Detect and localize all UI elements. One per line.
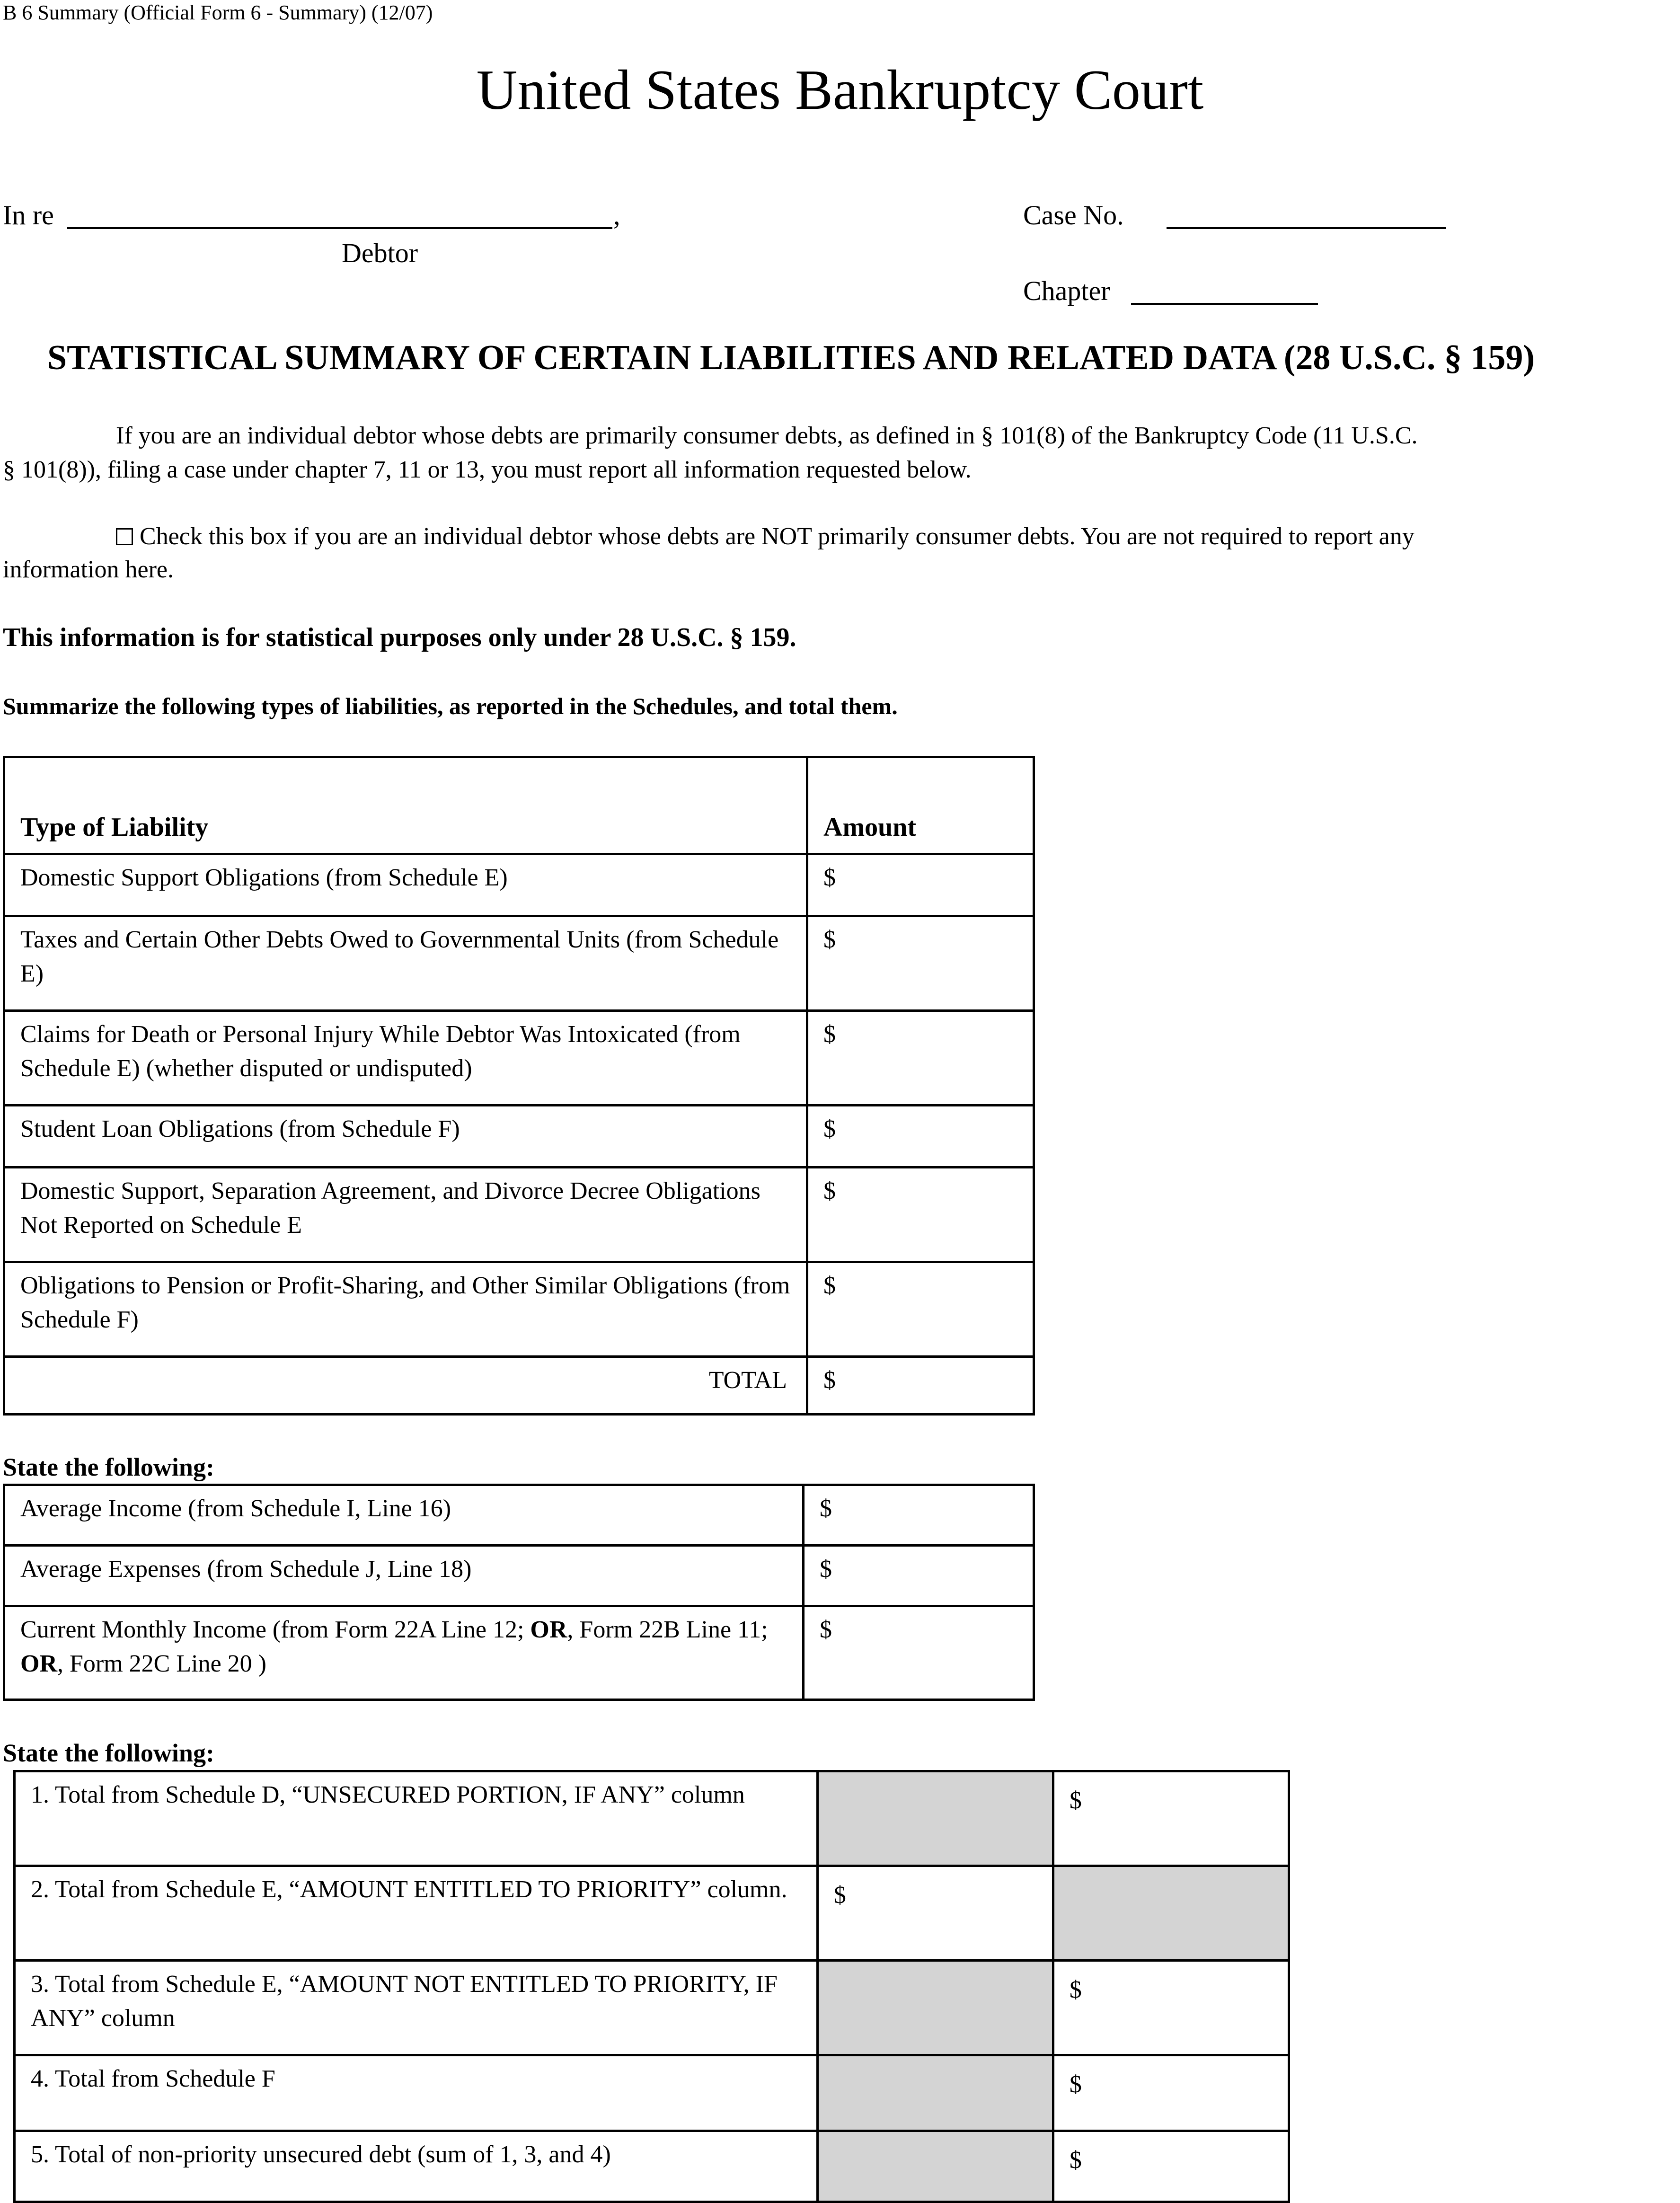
state-following-heading-1: State the following: — [3, 1453, 214, 1481]
liability-label: Claims for Death or Personal Injury While Debtor Was Intoxicated (from Schedule E) (whether disputed or undisputed) — [4, 1011, 807, 1106]
liability-label: Taxes and Certain Other Debts Owed to Governmental Units (from Schedule E) — [4, 916, 807, 1011]
court-title: United States Bankruptcy Court — [476, 58, 1204, 121]
check-line-1 — [116, 520, 1415, 554]
shaded-cell — [1053, 1866, 1289, 1961]
cmi-text-2: , Form 22B Line 11; — [567, 1616, 768, 1643]
income-table — [3, 1484, 1035, 1701]
table-row — [4, 1262, 1034, 1357]
schedule-row-amount[interactable]: $ — [1053, 1961, 1289, 2055]
statistical-summary-heading: STATISTICAL SUMMARY OF CERTAIN LIABILITIES AND RELATED DATA (28 U.S.C. § 159) — [47, 338, 1535, 377]
chapter-label: Chapter — [1023, 275, 1110, 306]
statistical-note: This information is for statistical purposes only under 28 U.S.C. § 159. — [3, 623, 796, 652]
schedule-row-label: 3. Total from Schedule E, “AMOUNT NOT ENTITLED TO PRIORITY, IF ANY” column — [15, 1961, 818, 2055]
table-row — [4, 1546, 1034, 1606]
expenses-amount[interactable]: $ — [804, 1546, 1034, 1606]
case-no-label: Case No. — [1023, 200, 1124, 230]
schedule-row-amount[interactable]: $ — [1053, 2131, 1289, 2202]
shaded-cell — [817, 2131, 1053, 2202]
shaded-cell — [817, 1771, 1053, 1866]
liability-label: Domestic Support Obligations (from Schedule E) — [4, 854, 807, 916]
schedule-totals-table — [13, 1770, 1290, 2203]
check-line-1-text: Check this box if you are an individual debtor whose debts are NOT primarily consumer debts. You are not required to report any — [140, 523, 1415, 550]
table-row — [15, 1866, 1289, 1961]
table-row — [4, 916, 1034, 1011]
liabilities-header-row — [4, 757, 1034, 854]
table-row — [4, 1106, 1034, 1168]
income-label: Average Income (from Schedule I, Line 16) — [4, 1485, 804, 1546]
current-monthly-income-amount[interactable]: $ — [804, 1606, 1034, 1700]
debtor-name-field[interactable] — [67, 227, 612, 229]
table-row — [4, 1168, 1034, 1262]
total-label: TOTAL — [4, 1357, 807, 1415]
liability-amount[interactable]: $ — [807, 1011, 1034, 1106]
intro-line-2: § 101(8)), filing a case under chapter 7, 11 or 13, you must report all information requested below. — [3, 456, 972, 483]
table-row — [4, 1606, 1034, 1700]
schedule-row-label: 2. Total from Schedule E, “AMOUNT ENTITLED TO PRIORITY” column. — [15, 1866, 818, 1961]
table-row — [15, 2055, 1289, 2131]
liability-amount[interactable]: $ — [807, 916, 1034, 1011]
type-of-liability-header: Type of Liability — [4, 757, 807, 854]
form-id: B 6 Summary (Official Form 6 - Summary) (12/07) — [3, 1, 433, 24]
check-line-2: information here. — [3, 556, 174, 583]
liability-amount[interactable]: $ — [807, 1106, 1034, 1168]
amount-header: Amount — [807, 757, 1034, 854]
table-row — [4, 1011, 1034, 1106]
debtor-label: Debtor — [342, 238, 418, 268]
liability-amount[interactable]: $ — [807, 1168, 1034, 1262]
table-row — [4, 1485, 1034, 1546]
table-row — [15, 1771, 1289, 1866]
income-amount[interactable]: $ — [804, 1485, 1034, 1546]
liability-label: Student Loan Obligations (from Schedule F) — [4, 1106, 807, 1168]
case-no-field[interactable] — [1167, 227, 1446, 229]
in-re-label: In re — [3, 200, 54, 230]
schedule-row-amount[interactable]: $ — [817, 1866, 1053, 1961]
table-row — [4, 854, 1034, 916]
expenses-label: Average Expenses (from Schedule J, Line 18) — [4, 1546, 804, 1606]
schedule-row-label: 1. Total from Schedule D, “UNSECURED PORTION, IF ANY” column — [15, 1771, 818, 1866]
cmi-text-3: , Form 22C Line 20 ) — [57, 1650, 266, 1677]
schedule-row-amount[interactable]: $ — [1053, 1771, 1289, 1866]
table-row — [15, 2131, 1289, 2202]
shaded-cell — [817, 1961, 1053, 2055]
shaded-cell — [817, 2055, 1053, 2131]
schedule-row-amount[interactable]: $ — [1053, 2055, 1289, 2131]
liability-label: Obligations to Pension or Profit-Sharing, and Other Similar Obligations (from Schedule F) — [4, 1262, 807, 1357]
caption-comma: , — [613, 200, 620, 230]
total-row — [4, 1357, 1034, 1415]
liability-amount[interactable]: $ — [807, 1262, 1034, 1357]
cmi-or-2: OR — [20, 1650, 57, 1677]
liability-label: Domestic Support, Separation Agreement, and Divorce Decree Obligations Not Reported on Schedule E — [4, 1168, 807, 1262]
chapter-field[interactable] — [1131, 303, 1318, 305]
schedule-row-label: 4. Total from Schedule F — [15, 2055, 818, 2131]
total-amount[interactable]: $ — [807, 1357, 1034, 1415]
liability-amount[interactable]: $ — [807, 854, 1034, 916]
cmi-or-1: OR — [530, 1616, 567, 1643]
not-consumer-debts-checkbox[interactable] — [116, 528, 133, 545]
schedule-row-label: 5. Total of non-priority unsecured debt (sum of 1, 3, and 4) — [15, 2131, 818, 2202]
state-following-heading-2: State the following: — [3, 1739, 214, 1767]
liabilities-table — [3, 756, 1035, 1416]
table-row — [15, 1961, 1289, 2055]
intro-line-1: If you are an individual debtor whose debts are primarily consumer debts, as defined in § 101(8) of the Bankruptcy Code (11 U.S.C. — [116, 422, 1418, 449]
cmi-text-1: Current Monthly Income (from Form 22A Line 12; — [20, 1616, 531, 1643]
current-monthly-income-label — [4, 1606, 804, 1700]
summarize-instruction: Summarize the following types of liabilities, as reported in the Schedules, and total them. — [3, 693, 898, 719]
